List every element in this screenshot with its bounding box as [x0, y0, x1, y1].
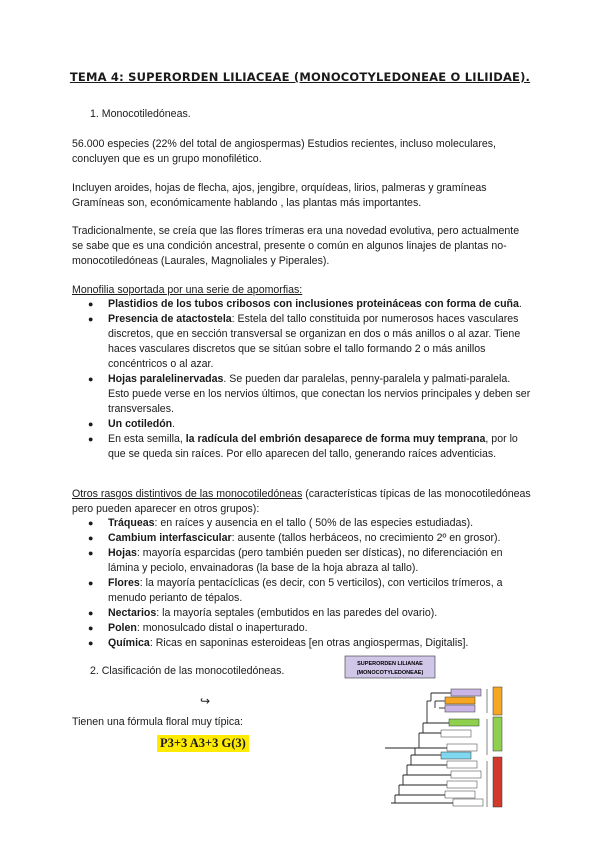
list-item: ● Plastidios de los tubos cribosos con inclusiones proteináceas con forma de cuña.	[88, 297, 532, 312]
list-item: ● Hojas paralelinervadas. Se pueden dar paralelas, penny-paralela y palmati-paralela. Esto puede verse en los nervios últimos, que conectan los nervios principales y deben ser transversales.	[88, 372, 532, 417]
list-item: ● Flores: la mayoría pentacíclicas (es decir, con 5 verticilos), con verticilos trímeros, a menudo perianto de tépalos.	[88, 576, 532, 606]
list-item: ● En esta semilla, la radícula del embrión desaparece de forma muy temprana, por lo que se queda sin raíces. Por ello aparecen del tallo, generando raíces adventicias.	[88, 432, 532, 462]
list-item: ● Tráqueas: en raíces y ausencia en el tallo ( 50% de las especies estudiadas).	[88, 516, 532, 531]
apomorphies-list	[88, 297, 532, 462]
list-item: ● Polen: monosulcado distal o inaperturado.	[88, 621, 532, 636]
list-item: ● Hojas: mayoría esparcidas (pero también pueden ser dísticas), no diferenciación en lámina y peciolo, envainadoras (la base de la hoja abraza al tallo).	[88, 546, 532, 576]
section-2-heading: 2. Clasificación de las monocotiledóneas.	[90, 665, 285, 677]
formula-intro: Tienen una fórmula floral muy típica:	[72, 716, 243, 728]
cladogram-branches	[385, 693, 453, 803]
diagram-header-line1: SUPERORDEN LILIANAE	[357, 661, 423, 667]
floral-formula: P3+3 A3+3 G(3)	[157, 735, 249, 752]
paragraph-groups: Incluyen aroides, hojas de flecha, ajos, jengibre, orquídeas, lirios, palmeras y gramíneas Gramíneas son, económicamente hablando , las plantas más importantes.	[72, 182, 487, 209]
page-title: TEMA 4: SUPERORDEN LILIACEAE (MONOCOTYLEDONEAE O LILIIDAE).	[69, 70, 531, 84]
clade-boxes	[441, 689, 483, 806]
classification-diagram	[335, 653, 510, 813]
list-item: ● Nectarios: la mayoría septales (embutidos en las paredes del ovario).	[88, 606, 532, 621]
paragraph-trimerous: Tradicionalmente, se creía que las flores trímeras era una novedad evolutiva, pero actualmente se sabe que es una condición ancestral, presente o común en algunos linajes de plantas no-monocotiledóneas (Laurales, Magnoliales y Piperales).	[72, 225, 520, 267]
other-traits-heading: Otros rasgos distintivos de las monocotiledóneas (características típicas de las monocotiledóneas pero pueden aparecer en otros grupos):	[72, 488, 531, 515]
list-item: ● Cambium interfascicular: ausente (tallos herbáceos, no crecimiento 2º en grosor).	[88, 531, 532, 546]
list-item: ● Un cotiledón.	[88, 417, 532, 432]
list-item: ● Química: Ricas en saponinas esteroideas [en otras angiospermas, Digitalis].	[88, 636, 532, 651]
apomorphies-heading: Monofilia soportada por una serie de apomorfias:	[72, 284, 303, 296]
list-item: ● Presencia de atactostela: Estela del tallo constituida por numerosos haces vasculares discretos, que en sección transversal se organizan en dos o más anillos o al azar. Tiene haces vasculares discretos que se sitúan sobre el tallo formando 2 o más anillos concéntricos o al azar.	[88, 312, 532, 372]
other-traits-list	[88, 516, 532, 651]
paragraph-species: 56.000 especies (22% del total de angiospermas) Estudios recientes, incluso moleculares, concluyen que es un grupo monofilético.	[72, 138, 496, 165]
section-1-heading: 1. Monocotiledóneas.	[90, 108, 191, 120]
group-side-labels	[487, 687, 502, 807]
diagram-header-line2: (MONOCOTYLEDONEAE)	[356, 670, 424, 676]
return-arrow-icon: ↪	[200, 694, 211, 708]
